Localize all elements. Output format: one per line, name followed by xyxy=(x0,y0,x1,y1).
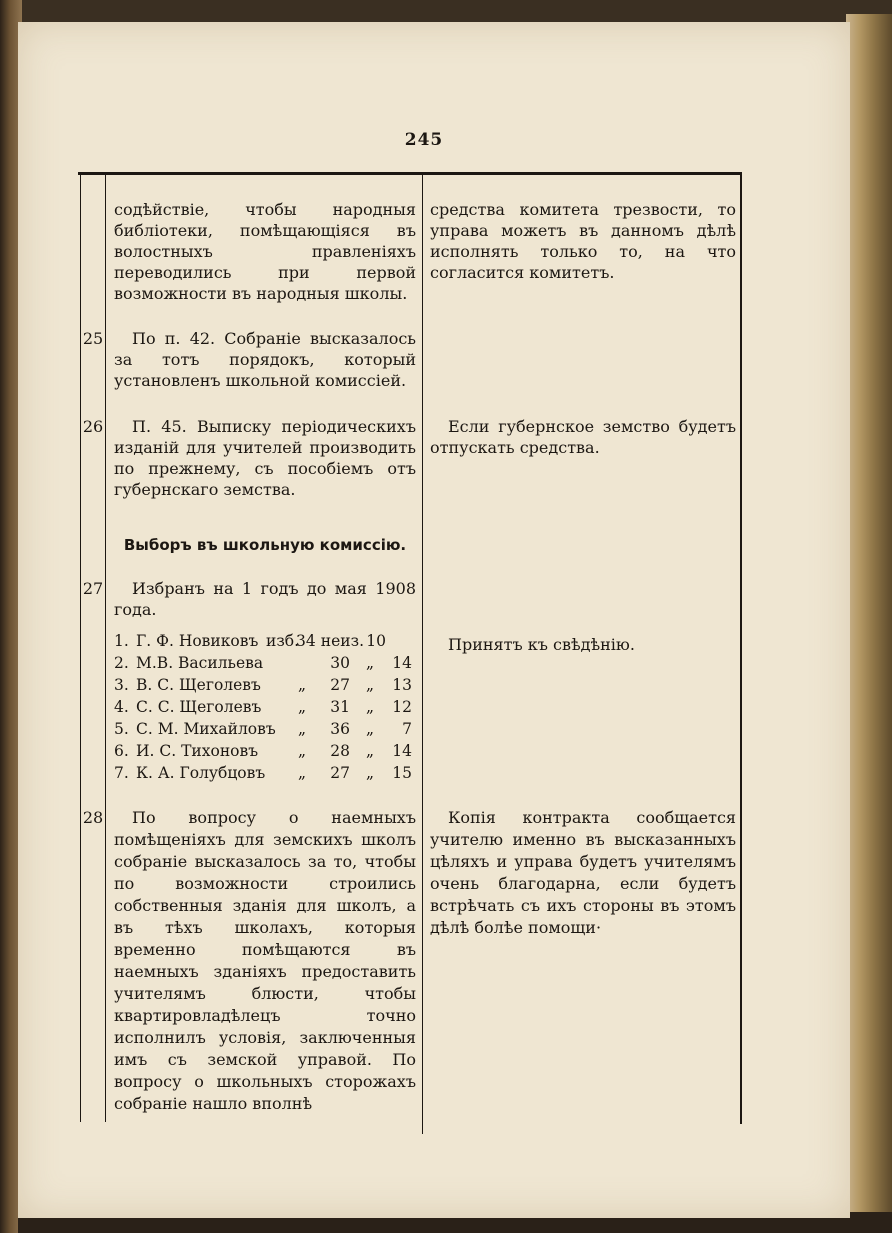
book-page xyxy=(18,22,850,1218)
election-row: 2. М.В. Васильева 30 „ 14 xyxy=(114,654,412,672)
page-number: 245 xyxy=(404,130,444,150)
item-number-26: 26 xyxy=(82,417,104,436)
number-column-divider xyxy=(105,174,106,1122)
item-number-25: 25 xyxy=(82,329,104,348)
item-number-27: 27 xyxy=(82,579,104,598)
election-row: 4. С. С. Щеголевъ „ 31 „ 12 xyxy=(114,698,412,716)
continuation-left-text: содѣйствіе, чтобы народныя библіотеки, помѣщающіяся въ волостныхъ правленіяхъ переводились при первой возможности въ народныя школы. xyxy=(114,200,416,303)
item-26-resolution-text: Если губернское земство будетъ отпускать средства. xyxy=(430,417,736,457)
item-28-text: По вопросу о наемныхъ помѣщеніяхъ для земскихъ школъ собраніе высказалось за то, чтобы по возможности строились собственныя зданія для школъ, а въ тѣхъ школахъ, которыя временно помѣщаются въ наемныхъ зданіяхъ предоставить учителямъ блюсти, чтобы квартировладѣлецъ точно исполнилъ условія, заключенныя имъ съ земской управой. По вопросу о школьныхъ сторожахъ собраніе нашло вполнѣ xyxy=(114,808,416,1113)
page-edges xyxy=(846,14,892,1219)
election-row: 1. Г. Ф. Новиковъ изб. 34 неиз. 10 xyxy=(114,632,386,650)
election-results xyxy=(114,630,426,784)
item-28-resolution xyxy=(430,807,736,939)
item-26 xyxy=(114,416,416,500)
continuation-right xyxy=(430,199,736,283)
continuation-left xyxy=(114,199,416,304)
election-resolution xyxy=(430,634,736,655)
item-28-resolution-text: Копія контракта сообщается учителю именно въ высказанныхъ цѣляхъ и управа будетъ учителямъ очень благодарна, если будетъ встрѣчать съ ихъ стороны въ этомъ дѣлѣ болѣе помощи· xyxy=(430,808,736,937)
item-25-text: По п. 42. Собраніе высказалось за тотъ порядокъ, который установленъ школьной комиссіей. xyxy=(114,329,416,390)
table-right-border xyxy=(740,174,742,1124)
item-26-text: П. 45. Выписку періодическихъ изданій для учителей производить по прежнему, съ пособіемъ отъ губернскаго земства. xyxy=(114,417,416,499)
item-25 xyxy=(114,328,416,391)
section-heading: Выборъ въ школьную комиссію. xyxy=(123,536,407,554)
election-resolution-text: Принятъ къ свѣдѣнію. xyxy=(448,635,635,654)
continuation-right-text: средства комитета трезвости, то управа можетъ въ данномъ дѣлѣ исполнять только то, на что согласится комитетъ. xyxy=(430,200,736,282)
table-top-rule xyxy=(78,172,742,175)
election-row: 7. К. А. Голубцовъ „ 27 „ 15 xyxy=(114,764,412,782)
election-intro-text: Избранъ на 1 годъ до мая 1908 года. xyxy=(114,579,416,619)
election-row: 5. С. М. Михайловъ „ 36 „ 7 xyxy=(114,720,412,738)
table-left-border xyxy=(80,174,81,1122)
item-28 xyxy=(114,807,416,1115)
item-number-28: 28 xyxy=(82,808,104,827)
election-intro xyxy=(114,578,416,620)
election-row: 3. В. С. Щеголевъ „ 27 „ 13 xyxy=(114,676,412,694)
item-26-resolution xyxy=(430,416,736,458)
election-row: 6. И. С. Тихоновъ „ 28 „ 14 xyxy=(114,742,412,760)
